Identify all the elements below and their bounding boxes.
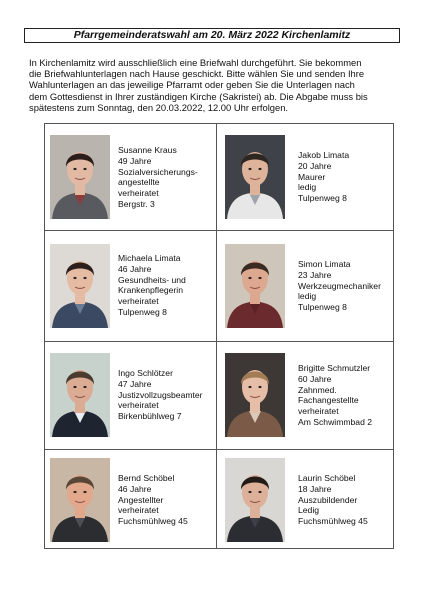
candidate-info-line: Bernd Schöbel bbox=[118, 473, 175, 483]
candidate-card bbox=[217, 230, 388, 341]
candidate-info-line: Werkzeugmechaniker bbox=[298, 280, 381, 291]
candidate-photo bbox=[50, 353, 110, 437]
candidate-info-line: Justizvollzugsbeamter bbox=[118, 389, 203, 400]
candidate-info-line: Am Schwimmbad 2 bbox=[298, 416, 373, 427]
candidate-info-line: Gesundheits- und bbox=[118, 274, 186, 285]
candidate-info bbox=[118, 253, 186, 318]
candidate-card bbox=[217, 124, 388, 230]
intro-paragraph bbox=[29, 57, 401, 113]
candidate-info-line: 20 Jahre bbox=[298, 160, 332, 171]
candidate-info-line: Michaela Limata bbox=[118, 253, 181, 263]
candidate-info bbox=[298, 473, 368, 527]
intro-line: dem Gottesdienst in Ihrer zuständigen Kirche (Sakristei) ab. Die Abgabe muss bis bbox=[29, 90, 368, 102]
candidate-card bbox=[45, 124, 216, 230]
candidate-info bbox=[298, 259, 381, 313]
candidate-info-line: Tulpenweg 8 bbox=[298, 193, 347, 204]
candidate-info bbox=[118, 145, 198, 210]
candidate-info-line: ledig bbox=[298, 291, 317, 302]
candidate-photo bbox=[225, 458, 285, 542]
candidate-info-line: Krankenpflegerin bbox=[118, 285, 183, 296]
candidate-info-line: Bergstr. 3 bbox=[118, 198, 155, 209]
candidate-info-line: Birkenbühlweg 7 bbox=[118, 411, 182, 422]
candidate-info-line: Fuchsmühlweg 45 bbox=[298, 516, 368, 527]
candidate-grid bbox=[44, 123, 394, 549]
candidate-photo bbox=[225, 353, 285, 437]
candidate-info-line: 18 Jahre bbox=[298, 483, 332, 494]
document-title: Pfarrgemeinderatswahl am 20. März 2022 Kirchenlamitz bbox=[24, 28, 400, 43]
candidate-info-line: 47 Jahre bbox=[118, 378, 152, 389]
candidate-photo bbox=[50, 244, 110, 328]
candidate-info-line: 46 Jahre bbox=[118, 263, 152, 274]
candidate-info-line: Tulpenweg 8 bbox=[118, 306, 167, 317]
candidate-info-line: verheiratet bbox=[118, 188, 159, 199]
candidate-info-line: verheiratet bbox=[118, 296, 159, 307]
candidate-photo bbox=[225, 135, 285, 219]
candidate-info-line: verheiratet bbox=[118, 400, 159, 411]
candidate-info-line: 23 Jahre bbox=[298, 269, 332, 280]
candidate-info-line: ledig bbox=[298, 182, 317, 193]
candidate-info bbox=[298, 363, 372, 428]
candidate-info-line: Simon Limata bbox=[298, 259, 351, 269]
candidate-info-line: Brigitte Schmutzler bbox=[298, 363, 371, 373]
candidate-info-line: Ingo Schlötzer bbox=[118, 368, 173, 378]
candidate-info-line: Sozialversicherungs- bbox=[118, 166, 198, 177]
candidate-info-line: verheiratet bbox=[298, 406, 339, 417]
intro-line: Wahlunterlagen an das jeweilige Pfarramt oder geben Sie die Unterlagen nach bbox=[29, 79, 355, 91]
candidate-card bbox=[217, 341, 388, 449]
intro-line: In Kirchenlamitz wird ausschließlich eine Briefwahl durchgeführt. Sie bekommen bbox=[29, 57, 362, 68]
candidate-info-line: Laurin Schöbel bbox=[298, 473, 356, 483]
candidate-info-line: Jakob Limata bbox=[298, 150, 350, 160]
candidate-info-line: Susanne Kraus bbox=[118, 145, 177, 155]
candidate-info-line: verheiratet bbox=[118, 505, 159, 516]
candidate-photo bbox=[50, 135, 110, 219]
candidate-info-line: angestellte bbox=[118, 177, 160, 188]
intro-line: spätestens zum Sonntag, den 20.03.2022, 12.00 Uhr erfolgen. bbox=[29, 101, 289, 113]
candidate-info-line: Fuchsmühlweg 45 bbox=[118, 516, 188, 527]
candidate-info-line: Auszubildender bbox=[298, 494, 358, 505]
candidate-card bbox=[217, 449, 388, 550]
candidate-photo bbox=[50, 458, 110, 542]
candidate-info-line: 49 Jahre bbox=[118, 155, 152, 166]
candidate-info-line: Ledig bbox=[298, 505, 320, 516]
candidate-info-line: Tulpenweg 8 bbox=[298, 302, 347, 313]
candidate-info-line: 46 Jahre bbox=[118, 483, 152, 494]
candidate-info-line: Fachangestellte bbox=[298, 395, 359, 406]
candidate-card bbox=[45, 341, 216, 449]
candidate-info-line: Maurer bbox=[298, 171, 326, 182]
candidate-info-line: 60 Jahre bbox=[298, 373, 332, 384]
candidate-info bbox=[118, 473, 188, 527]
candidate-photo bbox=[225, 244, 285, 328]
candidate-card bbox=[45, 230, 216, 341]
candidate-info-line: Zahnmed. bbox=[298, 384, 337, 395]
candidate-info bbox=[298, 150, 349, 204]
intro-line: die Briefwahlunterlagen nach Hause geschickt. Bitte wählen Sie und senden Ihre bbox=[29, 68, 365, 80]
candidate-info-line: Angestellter bbox=[118, 494, 164, 505]
candidate-card bbox=[45, 449, 216, 550]
candidate-info bbox=[118, 368, 203, 422]
